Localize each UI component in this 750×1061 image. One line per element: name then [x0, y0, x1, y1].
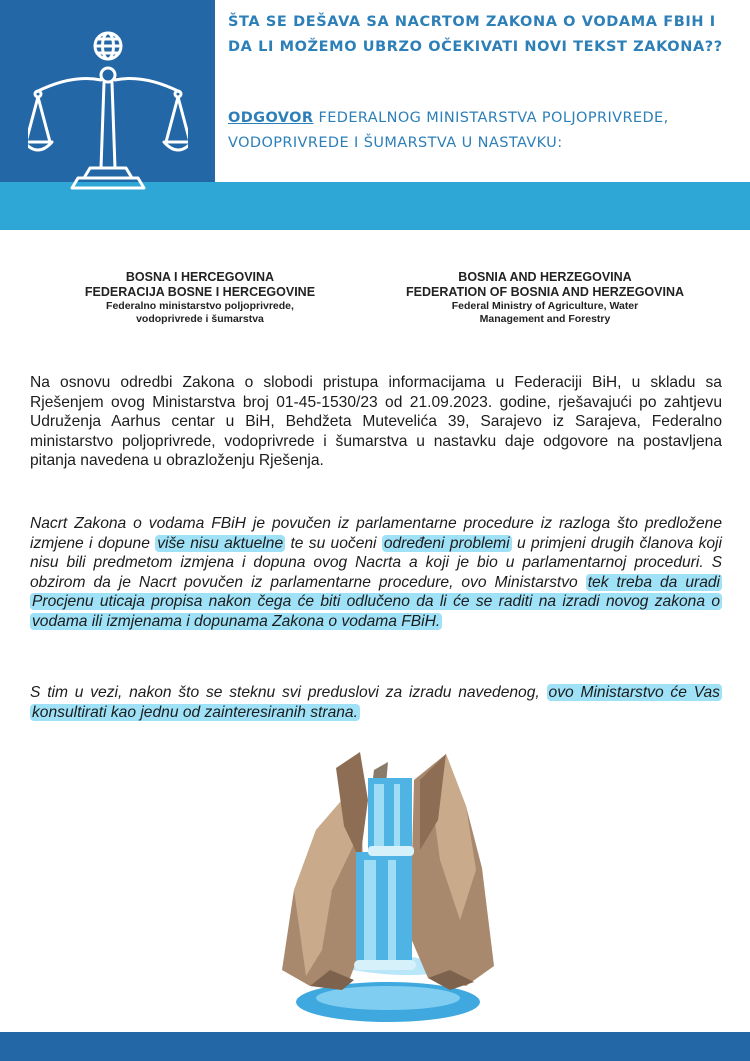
letterhead-federation-en: FEDERATION OF BOSNIA AND HERZEGOVINA: [405, 285, 684, 299]
letterhead-ministry-1: Federalno ministarstvo poljoprivrede,: [106, 300, 294, 312]
footer-band: [0, 1032, 750, 1061]
page-headline: ŠTA SE DEŠAVA SA NACRTOM ZAKONA O VODAMA FBIH I DA LI MOŽEMO UBRZO OČEKIVATI NOVI TEKST ZAKONA??: [228, 14, 723, 55]
letter-paragraph-intro: Na osnovu odredbi Zakona o slobodi pristupa informacijama u Federaciji BiH, u skladu sa Rješenjem ovog Ministarstva broj 01-45-1530/23 od 21.09.2023. godine, rješavajući po zahtjevu Udruženja Aarhus centar u BiH, Behdžeta Mutevelića 39, Sarajevo iz Sarajeva, Federalno ministarstvo poljoprivrede, vodoprivrede i šumarstva u nastavku daje odgovore na postavljena pitanja navedena u obrazloženju Rješenja.: [30, 374, 722, 469]
letterhead-english: [385, 270, 705, 326]
answer-intro: [228, 106, 728, 156]
highlighted-text: određeni problemi: [383, 534, 510, 552]
text-segment: te su uočeni: [285, 534, 382, 552]
letter-paragraph-consultation: [30, 683, 722, 722]
letterhead-ministry-en-2: Management and Forestry: [479, 313, 611, 325]
letterhead-federation: FEDERACIJA BOSNE I HERCEGOVINE: [84, 285, 316, 299]
highlighted-text: tek treba da uradi Procjenu uticaja propisa nakon čega će biti odlučeno da li će se raditi na izradi novog zakona o vodama ili izmjenama i dopunama Zakona o vodama FBiH.: [32, 573, 720, 630]
highlighted-text: više nisu aktuelne: [157, 534, 284, 552]
letterhead-country: BOSNA I HERCEGOVINA: [125, 270, 275, 284]
highlighted-text: ovo Ministarstvo će Vas konsultirati kao jednu od zainteresiranih strana.: [32, 684, 720, 721]
text-segment: S tim u vezi, nakon što se steknu svi preduslovi za izradu navedenog,: [30, 684, 547, 701]
text-segment: u primjeni drugih članova koji nisu bili predmetom izmjena i dopuna ovog Nacrta a koji je bio u parlamentarnoj proceduri. S obzirom da je Nacrt povučen iz parlamentarne procedure, ovo Ministarstvo: [30, 534, 722, 591]
letterhead-bosnian: [50, 270, 350, 326]
letterhead-country-en: BOSNIA AND HERZEGOVINA: [458, 270, 632, 284]
text-segment: Nacrt Zakona o vodama FBiH je povučen iz parlamentarne procedure iz razloga što predložene izmjene i dopune: [30, 515, 722, 552]
scales-of-justice-icon: [28, 28, 188, 204]
waterfall-rocks-icon: [270, 740, 500, 1025]
answer-rest: FEDERALNOG MINISTARSTVA POLJOPRIVREDE, VODOPRIVREDE I ŠUMARSTVA U NASTAVKU:: [228, 110, 669, 151]
letter-paragraph-draft-law: [30, 514, 722, 631]
letterhead-ministry-en-1: Federal Ministry of Agriculture, Water: [451, 300, 639, 312]
letterhead-ministry-2: vodoprivrede i šumarstva: [136, 313, 264, 325]
answer-lead: ODGOVOR: [228, 110, 314, 126]
